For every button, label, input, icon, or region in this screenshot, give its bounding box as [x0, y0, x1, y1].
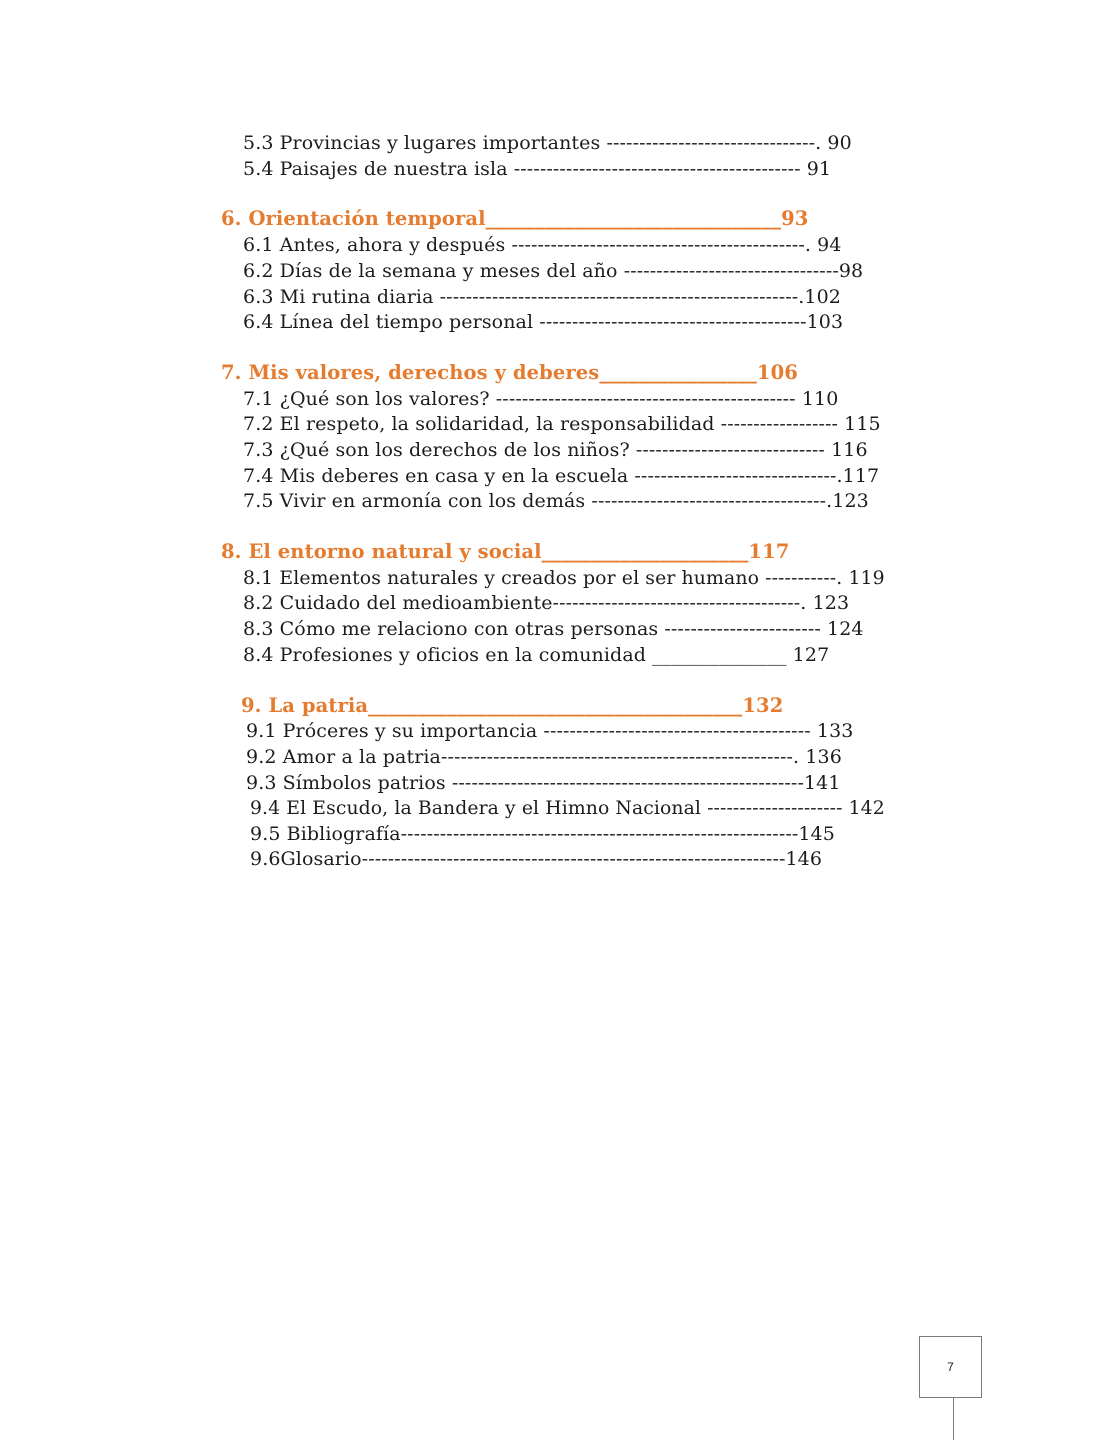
toc-entry-7-4: 7.4 Mis deberes en casa y en la escuela -------------------------------.117 [243, 465, 880, 487]
toc-entry-5-4: 5.4 Paisajes de nuestra isla -------------------------------------------- 91 [243, 158, 832, 180]
toc-entry-7-5: 7.5 Vivir en armonía con los demás ------------------------------------.123 [243, 490, 869, 512]
toc-heading-8: 8. El entorno natural y social_____________________117 [221, 540, 790, 563]
toc-entry-8-2: 8.2 Cuidado del medioambiente--------------------------------------. 123 [243, 592, 850, 614]
toc-entry-5-3: 5.3 Provincias y lugares importantes --------------------------------. 90 [243, 132, 852, 154]
toc-heading-9: 9. La patria______________________________________132 [241, 694, 784, 717]
toc-entry-7-1: 7.1 ¿Qué son los valores? ---------------------------------------------- 110 [243, 388, 839, 410]
toc-entry-7-2: 7.2 El respeto, la solidaridad, la responsabilidad ------------------ 115 [243, 413, 881, 435]
toc-entry-9-5: 9.5 Bibliografía-------------------------------------------------------------145 [250, 823, 835, 845]
page-number-box [919, 1336, 982, 1398]
toc-entry-6-4: 6.4 Línea del tiempo personal -----------------------------------------103 [243, 311, 844, 333]
page-number-stem [953, 1398, 954, 1440]
toc-entry-9-1: 9.1 Próceres y su importancia ----------------------------------------- 133 [246, 720, 854, 742]
toc-entry-9-6: 9.6Glosario-----------------------------------------------------------------146 [250, 848, 823, 870]
page-number: 7 [947, 1360, 954, 1374]
toc-entry-9-4: 9.4 El Escudo, la Bandera y el Himno Nacional --------------------- 142 [250, 797, 885, 819]
toc-entry-7-3: 7.3 ¿Qué son los derechos de los niños? ----------------------------- 116 [243, 439, 868, 461]
toc-entry-8-4: 8.4 Profesiones y oficios en la comunidad ______________ 127 [243, 644, 830, 666]
toc-entry-9-2: 9.2 Amor a la patria------------------------------------------------------. 136 [246, 746, 842, 768]
toc-entry-8-3: 8.3 Cómo me relaciono con otras personas ------------------------ 124 [243, 618, 864, 640]
toc-entry-9-3: 9.3 Símbolos patrios ------------------------------------------------------141 [246, 772, 841, 794]
toc-entry-6-2: 6.2 Días de la semana y meses del año ---------------------------------98 [243, 260, 864, 282]
toc-entry-6-3: 6.3 Mi rutina diaria -------------------------------------------------------.102 [243, 286, 841, 308]
toc-entry-8-1: 8.1 Elementos naturales y creados por el ser humano -----------. 119 [243, 567, 885, 589]
toc-heading-7: 7. Mis valores, derechos y deberes________________106 [221, 361, 798, 384]
toc-heading-6: 6. Orientación temporal______________________________93 [221, 207, 809, 230]
toc-entry-6-1: 6.1 Antes, ahora y después ---------------------------------------------. 94 [243, 234, 842, 256]
